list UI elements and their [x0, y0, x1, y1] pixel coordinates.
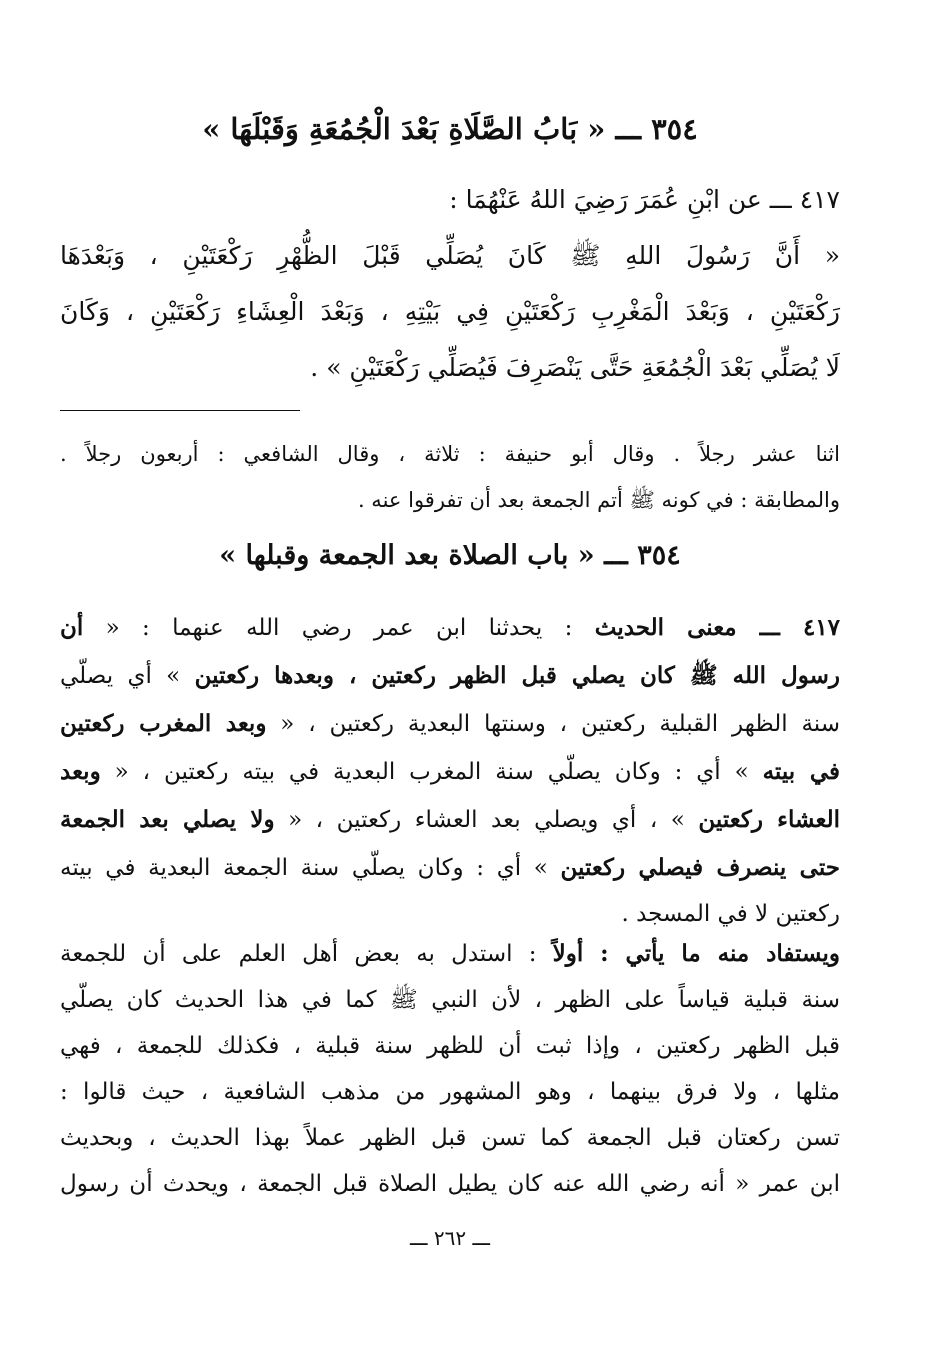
bold-span: في بيته	[762, 758, 840, 785]
hadith-line: ٤١٧ ـــ عن ابْنِ عُمَرَ رَضِيَ اللهُ عَنْهُمَا :	[449, 185, 840, 214]
text-span: » ، أي ويصلي بعد العشاء ركعتين ، «	[274, 807, 699, 833]
bold-span: أن	[60, 614, 84, 641]
bold-span: ٤١٧ ـــ معنى الحديث	[594, 614, 840, 641]
commentary-line	[60, 756, 840, 788]
benefits-line: تسن ركعتان قبل الجمعة كما تسن قبل الظهر عملاً بهذا الحديث ، وبحديث	[60, 1125, 840, 1151]
bold-span: رسول الله ﷺ كان يصلي قبل الظهر ركعتين ، وبعدها ركعتين	[194, 662, 841, 689]
commentary-line	[60, 660, 840, 692]
hadith-line: رَكْعَتَيْنِ ، وَبَعْدَ الْمَغْرِبِ رَكْعَتَيْنِ فِي بَيْتِهِ ، وَبَعْدَ الْعِشَاءِ رَكْعَتَيْنِ ، وَكَانَ	[60, 297, 840, 326]
text-span: : يحدثنا ابن عمر رضي الله عنهما : «	[83, 615, 595, 641]
hadith-line: لَا يُصَلِّي بَعْدَ الْجُمُعَةِ حَتَّى يَنْصَرِفَ فَيُصَلِّي رَكْعَتَيْنِ » .	[310, 353, 840, 382]
commentary-line: ركعتين لا في المسجد .	[621, 901, 840, 927]
page-number: ـــ ٢٦٢ ـــ	[409, 1226, 491, 1250]
benefits-line: سنة قبلية قياساً على الظهر ، لأن النبي ﷺ كما في هذا الحديث كان يصلّي	[60, 987, 840, 1013]
benefits-line: مثلها ، ولا فرق بينهما ، وهو المشهور من مذهب الشافعية ، حيث قالوا :	[60, 1079, 840, 1105]
benefits-line: ابن عمر « أنه رضي الله عنه كان يطيل الصلاة قبل الجمعة ، ويحدث أن رسول	[60, 1171, 840, 1197]
bold-span: وبعد المغرب ركعتين	[60, 710, 267, 737]
commentary-line	[60, 852, 840, 884]
benefits-line: قبل الظهر ركعتين ، وإذا ثبت أن للظهر سنة قبلية ، فكذلك للجمعة ، فهي	[60, 1033, 840, 1059]
bold-span: حتى ينصرف فيصلي ركعتين	[560, 854, 840, 881]
bold-span: وبعد	[60, 758, 101, 785]
book-page	[60, 0, 840, 1365]
bold-span: ولا يصلي بعد الجمعة	[60, 806, 275, 833]
text-span: » أي يصلّي	[60, 663, 195, 689]
benefits-line	[60, 938, 840, 970]
commentary-heading: ٣٥٤ ـــ « باب الصلاة بعد الجمعة وقبلها »	[219, 540, 681, 571]
footnote-line: والمطابقة : في كونه ﷺ أتم الجمعة بعد أن تفرقوا عنه .	[357, 488, 840, 512]
footnote-divider	[60, 410, 300, 411]
text-span: » أي : وكان يصلّي سنة المغرب البعدية في بيته ركعتين ، «	[100, 759, 763, 785]
bold-span: ويستفاد منه ما يأتي : أولاً	[552, 940, 840, 967]
footnote-line: اثنا عشر رجلاً . وقال أبو حنيفة : ثلاثة ، وقال الشافعي : أربعون رجلاً .	[60, 442, 840, 466]
bold-span: العشاء ركعتين	[698, 806, 840, 833]
hadith-line: « أَنَّ رَسُولَ اللهِ ﷺ كَانَ يُصَلِّي قَبْلَ الظُّهْرِ رَكْعَتَيْنِ ، وَبَعْدَهَا	[60, 241, 840, 270]
commentary-line	[60, 804, 840, 836]
text-span: » أي : وكان يصلّي سنة الجمعة البعدية في بيته	[60, 855, 561, 881]
text-span: سنة الظهر القبلية ركعتين ، وسنتها البعدية ركعتين ، «	[266, 711, 840, 737]
chapter-heading: ٣٥٤ ـــ « بَابُ الصَّلَاةِ بَعْدَ الْجُمُعَةِ وَقَبْلَهَا »	[202, 112, 698, 146]
commentary-line	[60, 612, 840, 644]
commentary-line	[60, 708, 840, 740]
text-span: : استدل به بعض أهل العلم على أن للجمعة	[60, 941, 553, 967]
